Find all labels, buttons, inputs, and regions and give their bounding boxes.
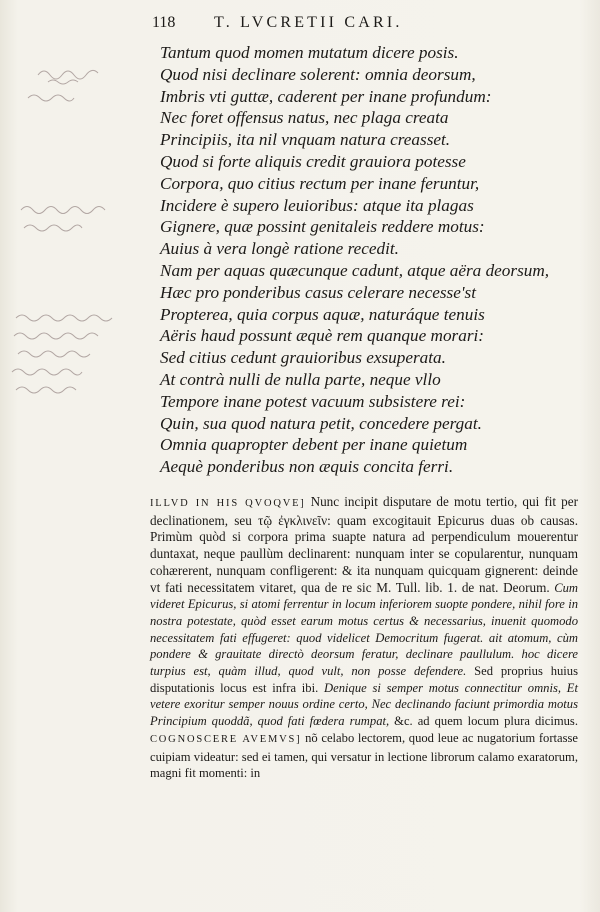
commentary-lemma-second: COGNOSCERE AVEMVS]: [150, 733, 302, 745]
commentary-text: Nunc incipit disputare de motu tertio, qui fit per declinationem, seu τῷ ἐγκλινεῖν: quam excogitauit Epicurus duas ob causas. Primùm quòd si corpora prima suapte natura ad perpendiculum mouerentur duntaxat, neque paullùm declinarent: nunquam inter se copularentur, nunquam cohærerent, nunquam confligerent: & ita nunquam quicquam gignerent: deinde vt fati necessitatem vitaret, qua de re sic M. Tull. lib. 1. de nat. Deorum.: [150, 494, 578, 595]
verse-line: Tantum quod momen mutatum dicere posis.: [160, 43, 459, 62]
lucretius-quotation: Denique si semper motus connectitur omnis, Et vetere exoritur semper nouus ordine certo, Nec declinando faciunt primordia motus Principium quoddã, quod fati fœdera rumpat,: [150, 680, 578, 729]
verse-line: Aëris haud possunt æquè rem quanque morari:: [160, 326, 485, 346]
verse-line: Incidere è supero leuioribus: atque ita plagas: [160, 195, 474, 215]
verse-line: Quod si forte aliquis credit grauiora potesse: [160, 151, 466, 171]
handwritten-margin-note-lower: [6, 308, 156, 408]
handwritten-margin-note-middle: [16, 198, 151, 248]
verse-line: Auius à vera longè ratione recedit.: [160, 239, 399, 259]
verse-line: Nam per aquas quæcunque cadunt, atque aëra deorsum,: [160, 260, 550, 280]
verse-line: Quod nisi declinare solerent: omnia deorsum,: [160, 64, 476, 84]
verse-line: Tempore inane potest vacuum subsistere rei:: [160, 391, 466, 411]
commentary-text: &c. ad quem locum plura dicimus.: [394, 714, 578, 729]
verse-line: At contrà nulli de nulla parte, neque vllo: [160, 369, 441, 389]
verse-line: Sed citius cedunt grauioribus exsuperata.: [160, 348, 446, 368]
verse-line: Aequè ponderibus non æquis concita ferri.: [160, 457, 454, 477]
page-number: 118: [152, 14, 176, 31]
page-header: [152, 14, 482, 38]
commentary-lemma: ILLVD IN HIS QVOQVE]: [150, 498, 306, 509]
poem-verse: [160, 42, 570, 478]
verse-line: Corpora, quo citius rectum per inane feruntur,: [160, 173, 480, 193]
verse-line: Gignere, quæ possint genitaleis reddere motus:: [160, 217, 485, 237]
verse-line: Principiis, ita nil vnquam natura creasset.: [160, 130, 451, 150]
verse-line: Propterea, quia corpus aquæ, naturáque tenuis: [160, 304, 485, 324]
verse-line: Omnia quapropter debent per inane quietum: [160, 435, 468, 455]
verse-line: Quin, sua quod natura petit, concedere pergat.: [160, 413, 482, 433]
verse-line: Nec foret offensus natus, nec plaga creata: [160, 108, 449, 128]
verse-line: Imbris vti guttæ, caderent per inane profundum:: [160, 86, 492, 106]
running-title: T. LVCRETII CARI.: [214, 14, 403, 31]
commentary-text: nõ celabo lectorem, quod leue ac nugatorium fortasse cuipiam videatur: sed ei tamen, qui versatur in lectione librorum calamo exaratorum, magni fit momenti: in: [150, 730, 578, 781]
handwritten-margin-note-top: [8, 60, 148, 110]
commentary-text: Sed proprius huius disputationis locus est infra ibi.: [150, 664, 578, 695]
commentary-block: [150, 494, 578, 782]
verse-line: Hæc pro ponderibus casus celerare necesse'st: [160, 282, 477, 302]
cicero-quotation: Cum videret Epicurus, si atomi ferrentur in locum inferiorem suopte pondere, nihil fore in nostra potestate, quòd esset earum motus certus & necessarius, inuenit quomodo necessitatem fati effugeret: quod videlicet Democritum fugerat. ait atomum, cùm pondere & grauitate directò deorsum feratur, declinare paullulum. hoc dicere turpius est, quàm illud, quod vult, non posse defendere.: [150, 580, 578, 679]
